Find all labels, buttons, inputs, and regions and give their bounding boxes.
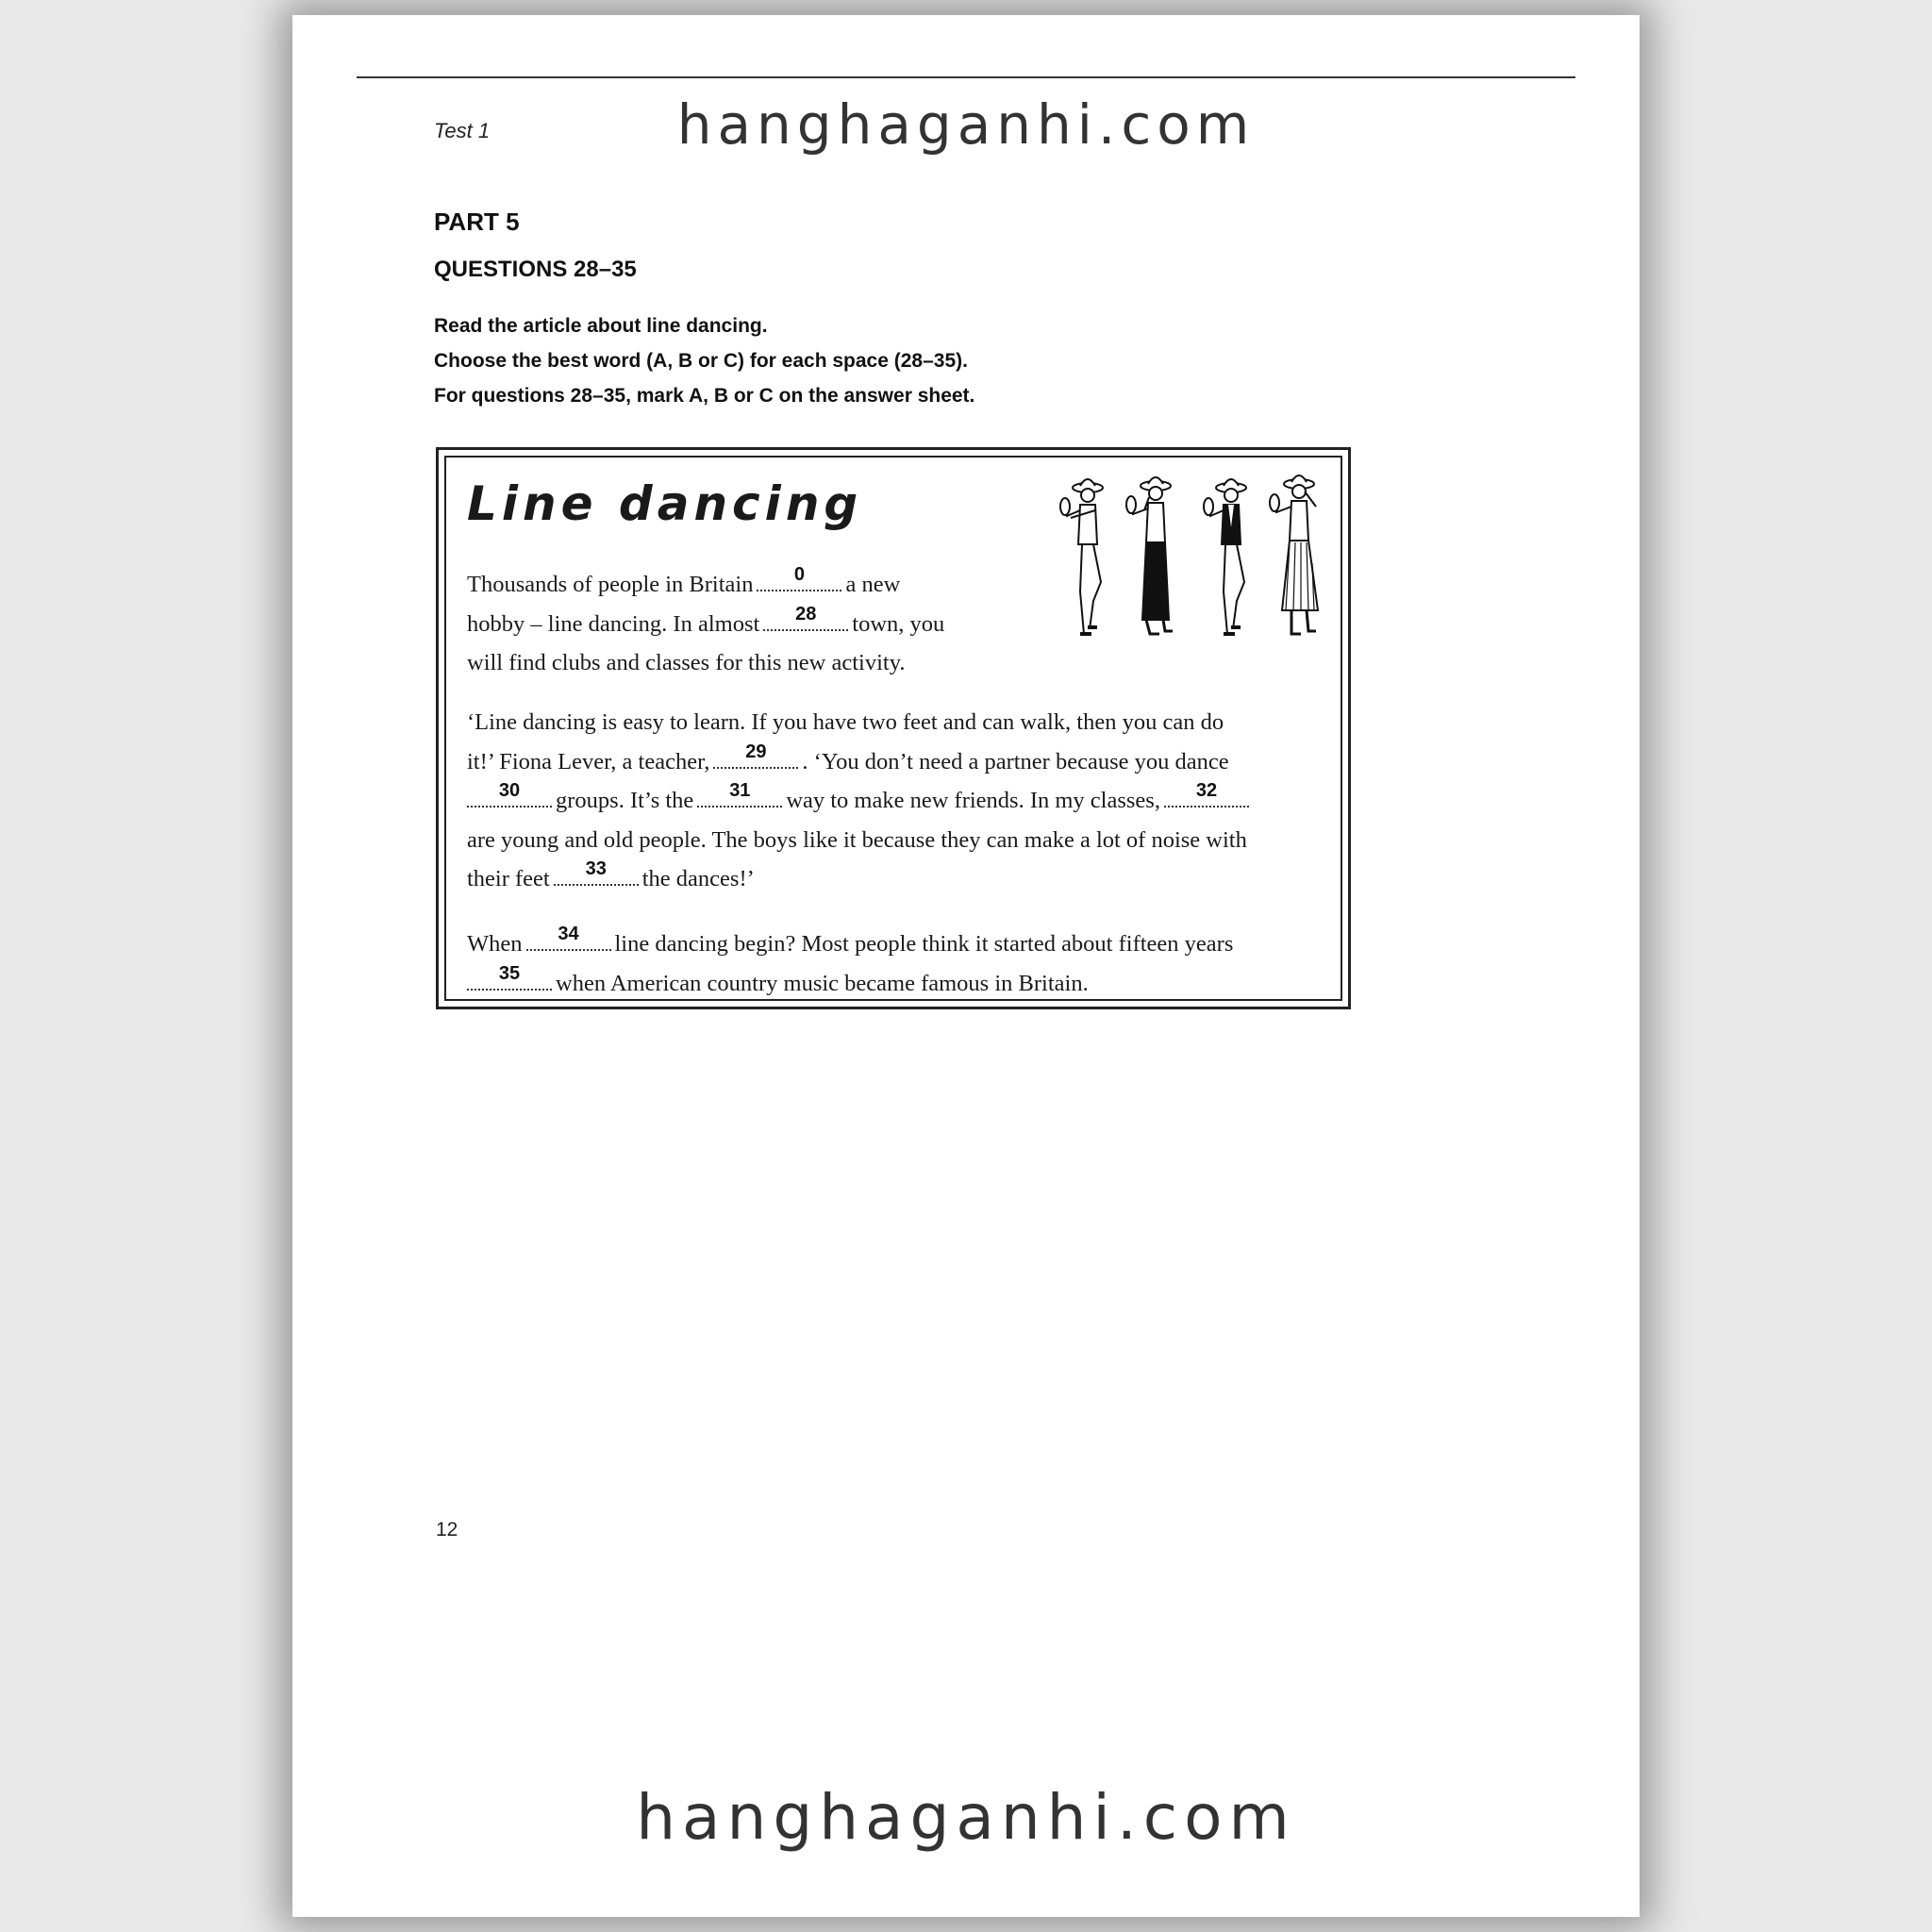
running-head: Test 1 xyxy=(434,119,491,142)
article-box xyxy=(436,447,1351,1009)
text-line: 35 when American country music became famous in Britain. xyxy=(467,964,1233,1004)
page-number: 12 xyxy=(436,1519,458,1541)
dancer-3 xyxy=(1204,479,1246,634)
text-line: Thousands of people in Britain 0 a new xyxy=(467,564,901,597)
gap-31: 31 xyxy=(697,785,782,808)
dancer-2 xyxy=(1126,477,1173,634)
gap-32: 32 xyxy=(1164,785,1249,808)
watermark-bottom: hanghaganhi.com xyxy=(636,1781,1296,1854)
gap-35: 35 xyxy=(467,968,552,991)
article-title: Line dancing xyxy=(467,476,863,531)
text-line: When 34 line dancing begin? Most people think it started about fifteen years xyxy=(467,924,1234,957)
part-title: PART 5 xyxy=(434,208,520,236)
gap-34: 34 xyxy=(526,928,611,951)
gap-30: 30 xyxy=(467,785,552,808)
text-line: hobby – line dancing. In almost 28 town, you xyxy=(467,603,945,637)
gap-29: 29 xyxy=(713,746,798,769)
text-line: 30 groups. It’s the 31 way to make new friends. In my classes, 32 xyxy=(467,781,1253,821)
instructions xyxy=(434,308,974,413)
gap-28: 28 xyxy=(763,608,848,631)
gap-33: 33 xyxy=(554,863,639,886)
text-line: their feet 33 the dances!’ xyxy=(467,858,755,891)
gap-0: 0 xyxy=(757,569,841,591)
text-line: are young and old people. The boys like it because they can make a lot of noise with xyxy=(467,826,1247,853)
text-line: it!’ Fiona Lever, a teacher, 29 . ‘You don’t need a partner because you dance xyxy=(467,741,1229,774)
article-paragraph-1 xyxy=(467,565,944,683)
text-line: will find clubs and classes for this new activity. xyxy=(467,650,906,675)
header-rule xyxy=(357,76,1575,78)
article-paragraph-3 xyxy=(467,924,1233,1003)
dancer-4 xyxy=(1270,475,1318,634)
instruction-line: Choose the best word (A, B or C) for each space (28–35). xyxy=(434,350,968,372)
watermark-top: hanghaganhi.com xyxy=(676,92,1256,157)
document-page xyxy=(292,15,1640,1917)
instruction-line: Read the article about line dancing. xyxy=(434,315,768,337)
text-line: ‘Line dancing is easy to learn. If you have two feet and can walk, then you can do xyxy=(467,709,1224,735)
instruction-line: For questions 28–35, mark A, B or C on the answer sheet. xyxy=(434,385,975,407)
questions-title: QUESTIONS 28–35 xyxy=(434,257,637,282)
line-dancers-illustration xyxy=(1052,469,1335,658)
article-paragraph-2 xyxy=(467,703,1253,899)
dancer-1 xyxy=(1060,479,1103,634)
article-inner-border xyxy=(444,456,1342,1001)
